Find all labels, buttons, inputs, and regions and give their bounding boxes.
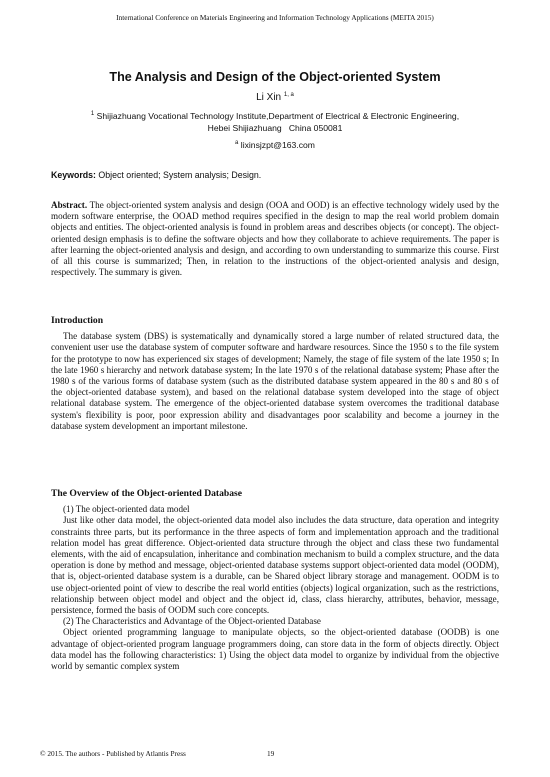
abstract-section: [51, 200, 499, 278]
paper-title: The Analysis and Design of the Object-oriented System: [109, 70, 441, 84]
overview-paragraph-2: Object oriented programming language to manipulate objects, so the object-oriented database (OODB) is one advantage of object-oriented program language programmers doing, can store data in the form of objects directly. Object data model has the following characteristics: 1) Using the object data model to organize by individual from the objective world by semantic complex system: [51, 627, 499, 672]
abstract-text: The object-oriented system analysis and design (OOA and OOD) is an effective technology widely used by the modern software enterprise, the OOAD method requires specified in the design to map the real world problem domain objects and entities. The object-oriented analysis is found in problem areas and describes objects (or concept). The object-oriented design emphasis is to define the software objects and how they collaborate to achieve requirements. The paper is after learning the object-oriented analysis and design, and according to own understanding to summarize this course. First of all this course is summarized; Then, in relation to the instructions of the object-oriented analysis and design, respectively. The summary is given.: [51, 200, 499, 278]
introduction-section: [51, 315, 499, 432]
overview-subheading-1: (1) The object-oriented data model: [63, 504, 190, 515]
affiliation-line-1: Shijiazhuang Vocational Technology Institute,Department of Electrical & Electronic Engineering,: [96, 111, 460, 121]
email-text: lixinsjzpt@163.com: [240, 140, 315, 150]
introduction-paragraph: The database system (DBS) is systematically and dynamically stored a large number of related structured data, the convenient user use the database system of computer software and hardware resources. Since the 1950 s to the file system for the prototype to now has experienced six stages of development; Namely, the stage of file system of the late 1950 s; In the late 1960 s hierarchy and network database system; In the late 1970 s of the relational database system; Phase after the 1980 s of the various forms of database system (such as the distributed database system appeared in the 80 s and 80 s of the object-oriented database system), and based on the relational database system developed into the stage of object relational database system. The emergence of the object-oriented database system overcomes the traditional database system's flexibility is poor, poor expression ability and disadvantages poor scalability and become a journey in the database system development an important milestone.: [51, 331, 499, 431]
overview-heading: The Overview of the Object-oriented Database: [51, 488, 243, 499]
copyright-footer: © 2015. The authors - Published by Atlantis Press: [40, 749, 186, 758]
conference-header: International Conference on Materials Engineering and Information Technology Applications (MEITA 2015): [116, 13, 434, 22]
keywords: [51, 170, 499, 180]
keywords-label: Keywords:: [51, 170, 96, 180]
keywords-text: Object oriented; System analysis; Design.: [95, 170, 262, 180]
author-name: Li Xin: [256, 92, 282, 103]
overview-subheading-2: (2) The Characteristics and Advantage of the Object-oriented Database: [63, 616, 321, 627]
affiliation-line-2: Hebei Shijiazhuang China 050081: [207, 122, 343, 133]
overview-section: [51, 488, 499, 672]
author-line: [0, 92, 550, 103]
overview-paragraph-1: Just like other data model, the object-oriented data model also includes the data structure, data operation and integrity constraints three parts, but its performance in the three aspects of form and implementation approach and the traditional relation model has great difference. Object-oriented data structure through the object and class these two fundamental elements, with the aid of encapsulation, inheritance and combination mechanism to build a complex structure, and the data operation is done by method and message, object-oriented database systems support object-oriented data model (OODM), that is, object-oriented database system is a durable, can be Shared object library storage and management. OODM is to use object-oriented point of view to describe the real world entities (objects) logical organization, such as the restrictions, relationship between object model and object and the object id, class, class hierarchy, attributes, behavior, message, persistence, formed the basis of OODM such core concepts.: [51, 515, 499, 616]
introduction-heading: Introduction: [51, 315, 104, 326]
author-email: [0, 140, 550, 150]
abstract-label: Abstract.: [51, 200, 88, 210]
affiliation-superscript: 1: [90, 111, 95, 117]
email-superscript: a: [235, 140, 239, 146]
author-superscript: 1, a: [283, 92, 294, 98]
page-number: 19: [267, 749, 275, 758]
affiliation: [50, 111, 500, 134]
